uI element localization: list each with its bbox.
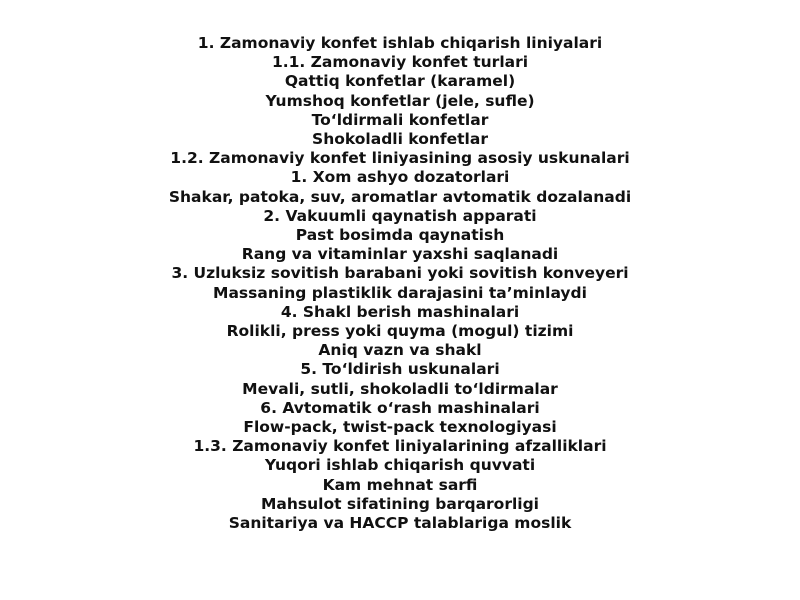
text-line: Past bosimda qaynatish bbox=[295, 226, 505, 245]
text-line: Qattiq konfetlar (karamel) bbox=[284, 72, 516, 91]
subsection-heading: 1.3. Zamonaviy konfet liniyalarining afzalliklari bbox=[193, 437, 607, 456]
list-item-heading: 3. Uzluksiz sovitish barabani yoki sovitish konveyeri bbox=[171, 264, 629, 283]
text-line: Mahsulot sifatining barqarorligi bbox=[260, 494, 539, 513]
text-line: Massaning plastiklik darajasini ta’minlaydi bbox=[213, 283, 587, 302]
section-heading: 1. Zamonaviy konfet ishlab chiqarish liniyalari bbox=[197, 34, 603, 52]
text-line: Mevali, sutli, shokoladli to‘ldirmalar bbox=[242, 379, 558, 398]
text-line: Sanitariya va HACCP talablariga moslik bbox=[228, 514, 572, 533]
text-line: Shakar, patoka, suv, aromatlar avtomatik dozalanadi bbox=[168, 187, 632, 206]
subsection-heading: 1.2. Zamonaviy konfet liniyasining asosiy uskunalari bbox=[170, 149, 630, 168]
list-item-heading: 1. Xom ashyo dozatorlari bbox=[290, 168, 510, 187]
text-line: Aniq vazn va shakl bbox=[318, 341, 482, 360]
document-body bbox=[0, 34, 800, 533]
list-item-heading: 4. Shakl berish mashinalari bbox=[280, 302, 520, 321]
text-line: Shokoladli konfetlar bbox=[312, 130, 488, 149]
list-item-heading: 2. Vakuumli qaynatish apparati bbox=[263, 206, 537, 225]
list-item-heading: 6. Avtomatik o‘rash mashinalari bbox=[260, 398, 540, 417]
text-line: Flow-pack, twist-pack texnologiyasi bbox=[243, 418, 557, 437]
list-item-heading: 5. To‘ldirish uskunalari bbox=[300, 360, 500, 379]
text-line: Rang va vitaminlar yaxshi saqlanadi bbox=[241, 245, 559, 264]
text-line: Yumshoq konfetlar (jele, sufle) bbox=[265, 91, 535, 110]
text-line: Kam mehnat sarfi bbox=[322, 475, 478, 494]
text-line: To‘ldirmali konfetlar bbox=[311, 110, 489, 129]
text-line: Rolikli, press yoki quyma (mogul) tizimi bbox=[226, 322, 574, 341]
text-line: Yuqori ishlab chiqarish quvvati bbox=[264, 456, 536, 475]
subsection-heading: 1.1. Zamonaviy konfet turlari bbox=[271, 53, 529, 72]
